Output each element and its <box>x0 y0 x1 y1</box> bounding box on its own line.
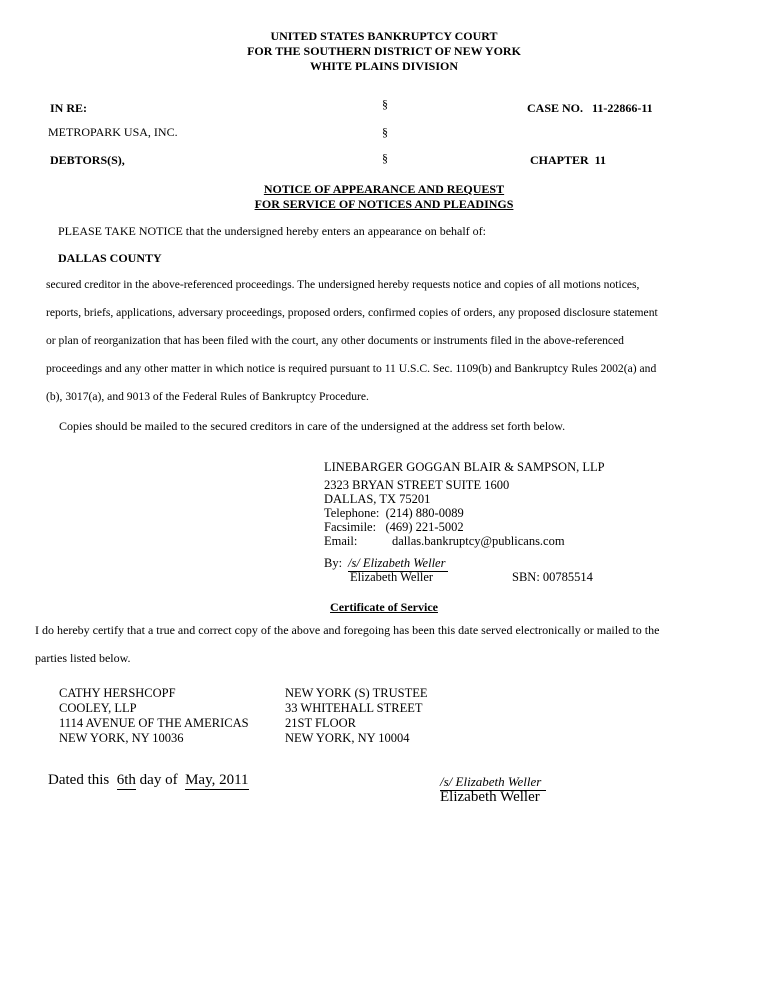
recipient-line: 33 WHITEHALL STREET <box>285 701 423 715</box>
closing-signature-text: /s/ Elizabeth Weller <box>440 774 546 791</box>
dated-line <box>48 772 249 790</box>
facsimile-value: (469) 221-5002 <box>385 520 464 534</box>
notice-body-line: or plan of reorganization that has been filed with the court, any other documents or instruments filed in the above-referenced <box>46 334 624 347</box>
facsimile-label: Facsimile: <box>324 520 377 534</box>
notice-body-line: proceedings and any other matter in which notice is required pursuant to 11 U.S.C. Sec. 1109(b) and Bankruptcy Rules 2002(a) and <box>46 362 657 375</box>
court-name: UNITED STATES BANKRUPTCY COURT <box>270 29 498 43</box>
copies-notice: Copies should be mailed to the secured creditors in care of the undersigned at the address set forth below. <box>59 419 566 433</box>
by-label: By: <box>324 556 343 570</box>
notice-body-line: (b), 3017(a), and 9013 of the Federal Rules of Bankruptcy Procedure. <box>46 390 369 403</box>
firm-email-link[interactable]: dallas.bankruptcy@publicans.com <box>392 534 565 548</box>
section-symbol: § <box>382 151 388 165</box>
closing-signer-name: Elizabeth Weller <box>440 789 540 805</box>
recipient-line: NEW YORK, NY 10004 <box>285 731 410 745</box>
firm-signer-name: Elizabeth Weller <box>350 570 434 584</box>
firm-name: LINEBARGER GOGGAN BLAIR & SAMPSON, LLP <box>324 460 605 474</box>
debtors-label: DEBTORS(S), <box>50 153 125 167</box>
certificate-text-line2: parties listed below. <box>35 651 131 665</box>
case-number <box>527 101 653 116</box>
telephone-value: (214) 880-0089 <box>385 506 464 520</box>
dated-middle: day of <box>139 772 178 788</box>
recipient-line: COOLEY, LLP <box>59 701 137 715</box>
certificate-text-line1: I do hereby certify that a true and correct copy of the above and foregoing has been this date served electronically or mailed to the <box>35 623 660 637</box>
in-re-label: IN RE: <box>50 101 88 115</box>
telephone-label: Telephone: <box>324 506 380 520</box>
sbn-number: SBN: 00785514 <box>512 570 593 584</box>
dated-prefix: Dated this <box>48 772 110 788</box>
chapter-value: 11 <box>594 153 607 167</box>
case-no-label: CASE NO. <box>527 101 584 115</box>
notice-intro: PLEASE TAKE NOTICE that the undersigned hereby enters an appearance on behalf of: <box>58 224 487 238</box>
recipient-line: CATHY HERSHCOPF <box>59 686 176 700</box>
recipient-line: NEW YORK (S) TRUSTEE <box>285 686 428 700</box>
notice-title-line1: NOTICE OF APPEARANCE AND REQUEST <box>263 182 505 196</box>
case-no-value: 11-22866-11 <box>592 101 653 115</box>
chapter-label: CHAPTER <box>530 153 589 167</box>
firm-city: DALLAS, TX 75201 <box>324 492 431 506</box>
court-division: WHITE PLAINS DIVISION <box>309 59 459 73</box>
recipient-line: NEW YORK, NY 10036 <box>59 731 184 745</box>
section-symbol: § <box>382 125 388 139</box>
dated-day: 6th <box>116 772 136 788</box>
debtor-name: METROPARK USA, INC. <box>48 125 178 139</box>
firm-facsimile <box>324 520 464 535</box>
represented-party: DALLAS COUNTY <box>58 251 162 265</box>
recipient-2 <box>285 686 427 746</box>
dated-month-year: May, 2011 <box>185 772 249 788</box>
recipient-line: 1114 AVENUE OF THE AMERICAS <box>59 716 249 730</box>
section-symbol: § <box>382 97 388 111</box>
notice-body-line: secured creditor in the above-referenced proceedings. The undersigned hereby requests notice and copies of all motions notices, <box>46 278 640 291</box>
firm-street: 2323 BRYAN STREET SUITE 1600 <box>324 478 510 492</box>
chapter <box>530 153 606 168</box>
notice-body-line: reports, briefs, applications, adversary proceedings, proposed orders, confirmed copies of orders, any proposed disclosure statement <box>46 306 658 319</box>
recipient-line: 21ST FLOOR <box>285 716 356 730</box>
firm-telephone <box>324 506 464 521</box>
certificate-title: Certificate of Service <box>330 600 438 614</box>
firm-email-label: Email: <box>324 534 358 548</box>
signature-text: /s/ Elizabeth Weller <box>348 556 448 572</box>
recipient-1 <box>59 686 249 746</box>
notice-title-line2: FOR SERVICE OF NOTICES AND PLEADINGS <box>254 197 514 211</box>
court-district: FOR THE SOUTHERN DISTRICT OF NEW YORK <box>247 44 521 58</box>
